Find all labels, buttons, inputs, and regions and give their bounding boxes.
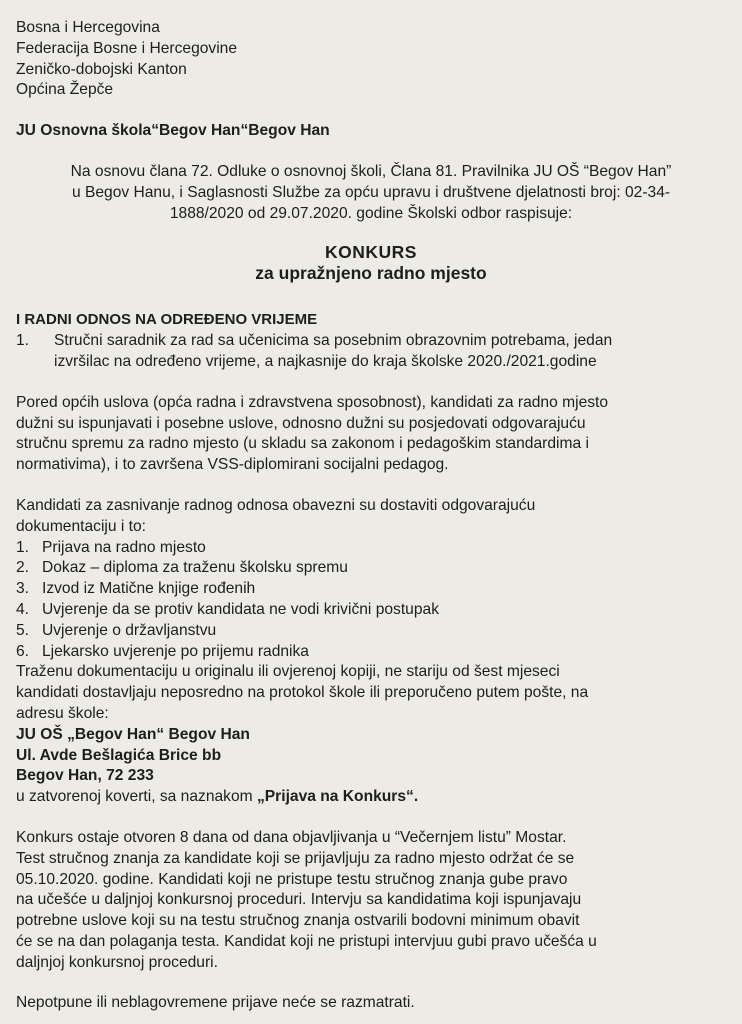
closing-line: Konkurs ostaje otvoren 8 dana od dana objavljivanja u “Večernjem listu” Mostar. — [16, 828, 567, 846]
institution-header — [16, 18, 726, 101]
closing-paragraph — [16, 828, 726, 974]
conditions-line: normativima), i to završena VSS-diplomirani socijalni pedagog. — [16, 456, 449, 474]
school-name: JU Osnovna škola“Begov Han“Begov Han — [16, 122, 330, 140]
list-item — [16, 621, 726, 642]
envelope-mark: „Prijava na Konkurs“. — [256, 788, 419, 806]
position-text — [54, 331, 726, 373]
delivery-line: Traženu dokumentaciju u originalu ili ovjerenoj kopiji, ne stariju od šest mjeseci — [16, 663, 560, 681]
final-note: Nepotpune ili neblagovremene prijave neće se razmatrati. — [16, 994, 415, 1012]
intro-line: u Begov Hanu, i Saglasnosti Službe za opću upravu i društvene djelatnosti broj: 02-34- — [71, 183, 671, 201]
delivery-line: adresu škole: — [16, 704, 109, 722]
documentation-intro: dokumentaciju i to: — [16, 517, 147, 535]
title-sub: za upražnjeno radno mjesto — [255, 263, 487, 284]
conditions-line: stručnu spremu za radno mjesto (u skladu sa zakonom i pedagoškim standardima i — [16, 435, 589, 453]
header-federation: Federacija Bosne i Hercegovine — [16, 39, 238, 57]
envelope-prefix: u zatvorenoj koverti, sa naznakom — [16, 788, 257, 806]
closing-line: daljnjoj konkursnoj proceduri. — [16, 953, 218, 971]
list-item-text: Uvjerenje da se protiv kandidata ne vodi krivični postupak — [42, 600, 439, 618]
intro-line: 1888/2020 od 29.07.2020. godine Školski odbor raspisuje: — [169, 204, 573, 222]
closing-line: Test stručnog znanja za kandidate koji se prijavljuju za radno mjesto održat će se — [16, 849, 575, 867]
header-municipality: Općina Žepče — [16, 81, 114, 99]
list-item-text: Dokaz – diploma za traženu školsku spremu — [42, 559, 348, 577]
position-line: izvršilac na određeno vrijeme, a najkasnije do kraja školske 2020./2021.godine — [54, 352, 597, 370]
list-item-number: 2. — [16, 559, 30, 577]
document-title — [16, 242, 726, 284]
intro-paragraph — [16, 162, 726, 224]
list-item — [16, 600, 726, 621]
address-line: JU OŠ „Begov Han“ Begov Han — [16, 725, 250, 743]
position-item — [16, 331, 726, 373]
closing-line: potrebne uslove koji su na testu stručnog znanja ostvarili bodovni minimum obavit — [16, 912, 580, 930]
header-canton: Zeničko-dobojski Kanton — [16, 60, 187, 78]
list-item — [16, 558, 726, 579]
closing-line: će se na dan polaganja testa. Kandidat koji ne pristupi intervjuu gubi pravo učešća u — [16, 932, 597, 950]
list-item — [16, 538, 726, 559]
list-item-number: 3. — [16, 580, 30, 598]
documentation-list — [16, 538, 726, 663]
intro-line: Na osnovu člana 72. Odluke o osnovnoj školi, Člana 81. Pravilnika JU OŠ “Begov Han” — [70, 162, 672, 180]
list-item-text: Izvod iz Matične knjige rođenih — [42, 580, 256, 598]
closing-line: na učešće u daljnjoj konkursnoj proceduri. Intervju sa kandidatima koji ispunjavaju — [16, 891, 582, 909]
documentation-section — [16, 496, 726, 808]
list-item-number: 4. — [16, 600, 30, 618]
position-line: Stručni saradnik za rad sa učenicima sa posebnim obrazovnim potrebama, jedan — [54, 332, 613, 350]
address-line: Ul. Avde Bešlagića Brice bb — [16, 746, 222, 764]
header-country: Bosna i Hercegovina — [16, 19, 160, 36]
conditions-line: dužni su ispunjavati i posebne uslove, odnosno dužni su posjedovati odgovarajuću — [16, 414, 586, 432]
list-item-number: 1. — [16, 538, 30, 556]
list-item-number: 5. — [16, 621, 30, 639]
list-item — [16, 579, 726, 600]
list-item-text: Prijava na radno mjesto — [42, 538, 206, 556]
list-item-text: Ljekarsko uvjerenje po prijemu radnika — [42, 642, 309, 660]
position-number: 1. — [16, 332, 30, 350]
documentation-intro: Kandidati za zasnivanje radnog odnosa obavezni su dostaviti odgovarajuću — [16, 496, 536, 514]
list-item-text: Uvjerenje o državljanstvu — [42, 621, 217, 639]
envelope-instruction — [16, 787, 726, 808]
section-heading: I RADNI ODNOS NA ODREĐENO VRIJEME — [16, 311, 318, 329]
list-item — [16, 642, 726, 663]
conditions-line: Pored općih uslova (opća radna i zdravstvena sposobnost), kandidati za radno mjesto — [16, 393, 609, 411]
closing-line: 05.10.2020. godine. Kandidati koji ne pristupe testu stručnog znanja gube pravo — [16, 870, 568, 888]
delivery-line: kandidati dostavljaju neposredno na protokol škole ili preporučeno putem pošte, na — [16, 684, 589, 702]
address-line: Begov Han, 72 233 — [16, 767, 154, 785]
title-main: KONKURS — [325, 242, 417, 263]
conditions-paragraph — [16, 393, 726, 476]
list-item-number: 6. — [16, 642, 30, 660]
